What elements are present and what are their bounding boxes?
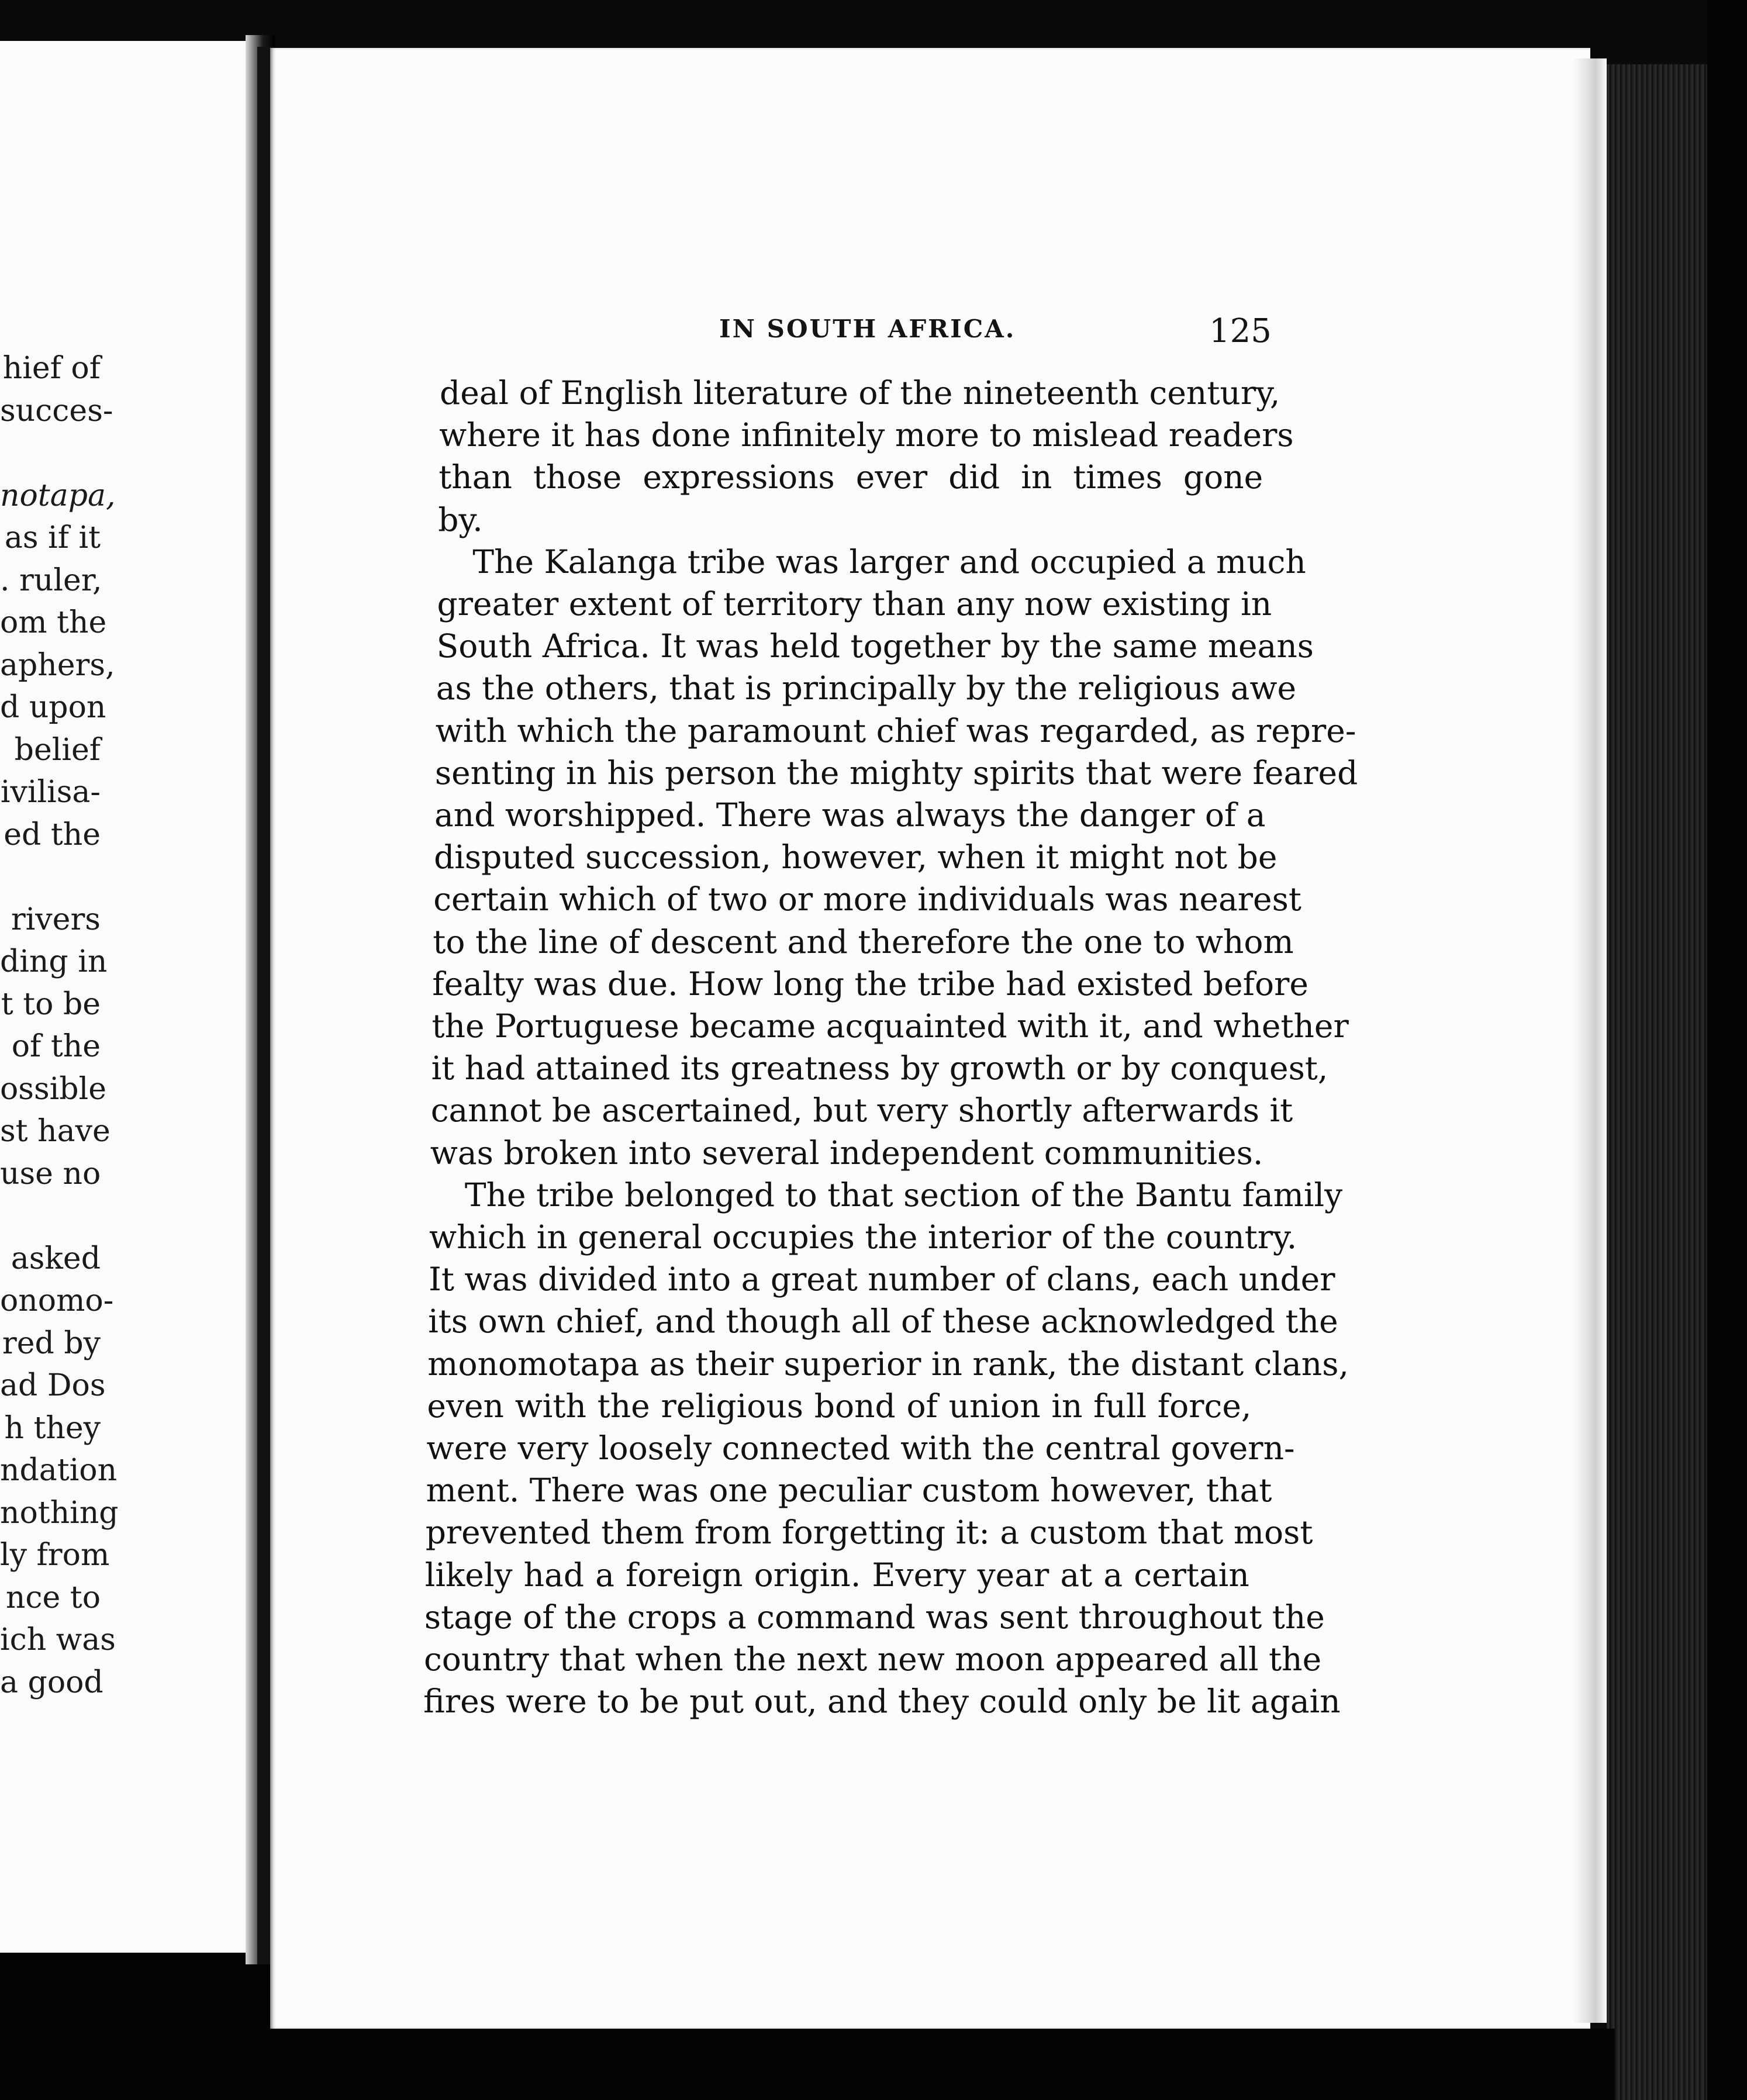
body-line: cannot be ascertained, but very shortly afterwards it [430,1092,1293,1130]
body-line: ment. There was one peculiar custom however, that [426,1472,1272,1510]
body-line: where it has done infinitely more to mislead readers [439,416,1294,454]
body-line: to the line of descent and therefore the one to whom [433,923,1294,961]
left-page-fragment: asked [11,1241,101,1276]
body-line: fealty was due. How long the tribe had existed before [432,965,1308,1003]
scan-border [270,2029,1615,2100]
left-page-fragment: belief [14,732,101,768]
left-page-fragment: . ruler, [0,562,102,598]
body-line: prevented them from forgetting it: a custom that most [425,1514,1313,1552]
left-page-fragment: ad Dos [0,1368,106,1403]
body-line: monomotapa as their superior in rank, the distant clans, [427,1345,1349,1383]
left-page-fragment: a good [0,1664,103,1700]
left-page-fragment: ich was [0,1622,116,1657]
left-page-fragment: aphers, [0,647,115,683]
body-line: fires were to be put out, and they could only be lit again [423,1683,1341,1721]
left-page-fragment: hief of [2,351,101,386]
body-line: likely had a foreign origin. Every year at a certain [424,1556,1249,1594]
left-page-fragment: om the [0,605,107,640]
body-line: than those expressions ever did in times gone [439,458,1263,496]
body-line: by. [438,500,483,538]
left-page-fragment: st have [0,1114,111,1149]
left-page-fragment: ossible [0,1071,106,1107]
body-line: even with the religious bond of union in full force, [427,1387,1252,1425]
body-line: which in general occupies the interior of the country. [429,1218,1297,1256]
body-line: The tribe belonged to that section of the Bantu family [464,1176,1343,1214]
left-page-fragment: as if it [4,520,101,555]
body-line: was broken into several independent communities. [430,1134,1263,1172]
body-line: country that when the next new moon appeared all the [424,1640,1322,1678]
body-line: with which the paramount chief was regarded, as repre- [435,711,1356,749]
body-line: as the others, that is principally by the religious awe [436,669,1297,707]
left-page-fragment: ndation [0,1453,118,1488]
body-line: greater extent of territory than any now existing in [437,585,1272,623]
body-line: and worshipped. There was always the danger of a [434,796,1266,834]
body-line: South Africa. It was held together by the same means [436,627,1314,665]
body-line: The Kalanga tribe was larger and occupied a much [472,543,1306,581]
left-page-fragment: ding in [0,944,108,979]
left-page-fragment: h they [4,1410,101,1446]
body-line: It was divided into a great number of clans, each under [429,1260,1335,1298]
left-page-fragment: use no [0,1156,101,1191]
left-page-fragment: notapa, [0,478,116,513]
left-page-fragment: ly from [0,1538,110,1573]
left-page-fragment: of the [11,1029,101,1064]
body-line: certain which of two or more individuals was nearest [433,880,1301,918]
body-line: deal of English literature of the nineteenth century, [440,374,1280,412]
page-number: 125 [1209,312,1272,350]
left-page-fragment: rivers [11,902,101,937]
body-line: were very loosely connected with the central govern- [426,1429,1295,1467]
scan-border [1707,0,1747,2100]
body-line: senting in his person the mighty spirits that were feared [434,754,1358,792]
left-page-fragment: succes- [0,393,113,429]
page-edge [1570,58,1607,2023]
left-page-fragment: ivilisa- [0,775,101,810]
left-page-fragment: ed the [4,817,101,852]
left-page-fragment: onomo- [0,1283,114,1318]
running-head: IN SOUTH AFRICA. [719,315,1016,343]
left-page-fragment: nce to [5,1580,101,1615]
scan-border [0,1953,275,2100]
body-line: disputed succession, however, when it might not be [434,838,1278,876]
left-page-fragment: nothing [0,1495,119,1531]
body-line: it had attained its greatness by growth or by conquest, [431,1049,1328,1087]
body-line: the Portuguese became acquainted with it, and whether [431,1007,1349,1045]
left-page-fragment: red by [2,1325,101,1361]
left-page-fragment: t to be [1,986,101,1022]
body-line: stage of the crops a command was sent throughout the [424,1598,1325,1636]
body-line: its own chief, and though all of these acknowledged the [428,1303,1338,1341]
left-page-fragment: d upon [0,690,106,725]
